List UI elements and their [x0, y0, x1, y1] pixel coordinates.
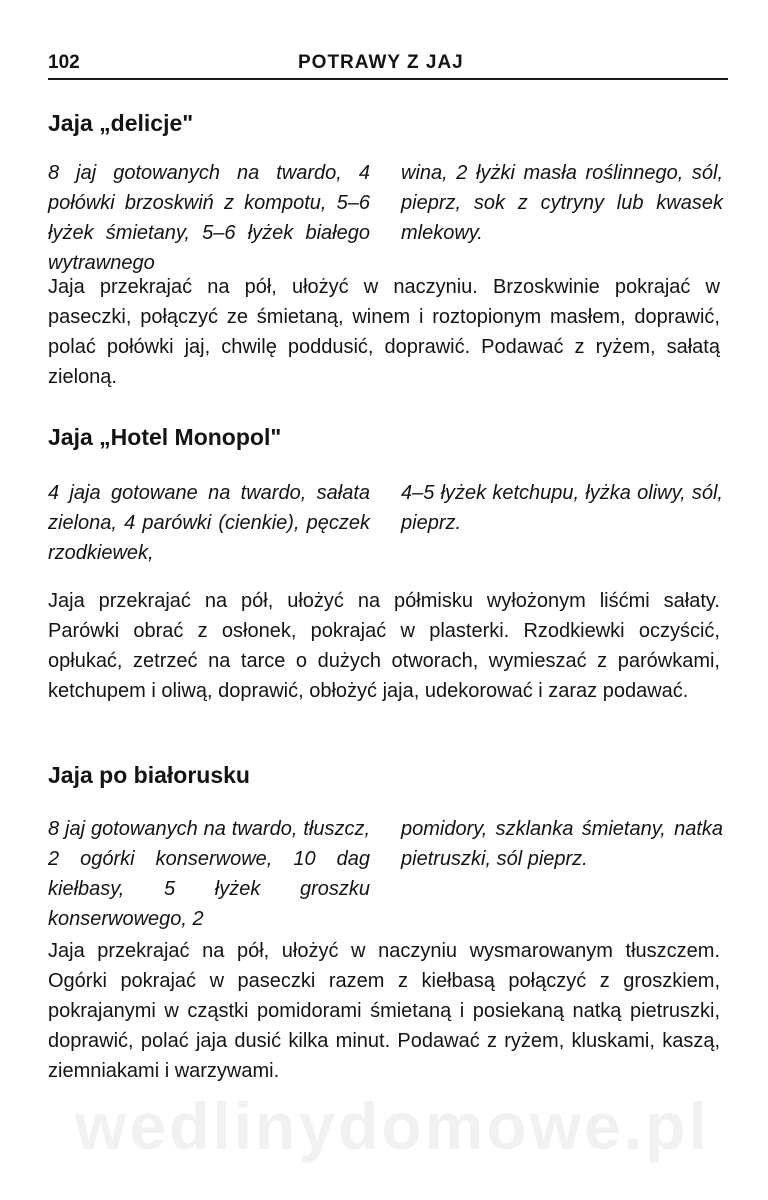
ingredients-hotel-monopol	[48, 478, 723, 568]
ingredients-po-bialorusku	[48, 814, 723, 934]
recipe-title-hotel-monopol: Jaja „Hotel Monopol"	[48, 424, 282, 450]
recipe-title-delicje: Jaja „delicje"	[48, 110, 194, 136]
book-page	[48, 50, 728, 1082]
watermark: wedlinydomowe.pl	[75, 1089, 710, 1163]
ingredients-right-column: 4–5 łyżek ketchupu, łyżka oliwy, sól, pieprz.	[401, 482, 723, 534]
chapter-title: POTRAWY Z JAJ	[298, 52, 464, 73]
recipe-title-po-bialorusku: Jaja po białorusku	[48, 762, 250, 788]
ingredients-left-column: 8 jaj gotowanych na twardo, tłuszcz, 2 ogórki konserwowe, 10 dag kiełbasy, 5 łyżek groszku konserwowego, 2	[48, 818, 370, 930]
running-head	[48, 50, 728, 80]
ingredients-right-column: pomidory, szklanka śmietany, natka pietruszki, sól pieprz.	[401, 818, 723, 870]
ingredients-left-column: 8 jaj gotowanych na twardo, 4 połówki brzoskwiń z kompotu, 5–6 łyżek śmietany, 5–6 łyżek białego wytrawnego	[48, 162, 370, 274]
method-po-bialorusku: Jaja przekrajać na pół, ułożyć w naczyniu wysmarowanym tłuszczem. Ogórki pokrajać w paseczki razem z kiełbasą połączyć z groszkiem, pokrajanymi w cząstki pomidorami śmietaną i posiekaną natką pietruszki, doprawić, polać jaja dusić kilka minut. Podawać z ryżem, kluskami, kaszą, ziemniakami i warzywami.	[48, 940, 720, 1082]
ingredients-left-column: 4 jaja gotowane na twardo, sałata zielona, 4 parówki (cienkie), pęczek rzodkiewek,	[48, 482, 370, 564]
method-delicje: Jaja przekrajać na pół, ułożyć w naczyniu. Brzoskwinie pokrajać w paseczki, połączyć ze śmietaną, winem i roztopionym masłem, doprawić, polać połówki jaj, chwilę poddusić, doprawić. Podawać z ryżem, sałatą zieloną.	[48, 276, 720, 388]
ingredients-right-column: wina, 2 łyżki masła roślinnego, sól, pieprz, sok z cytryny lub kwasek mlekowy.	[401, 162, 723, 244]
ingredients-delicje	[48, 158, 723, 278]
page-number: 102	[48, 52, 80, 73]
method-hotel-monopol: Jaja przekrajać na pół, ułożyć na półmisku wyłożonym liśćmi sałaty. Parówki obrać z osłonek, pokrajać w plasterki. Rzodkiewki oczyścić, opłukać, zetrzeć na tarce o dużych otworach, wymieszać z parówkami, ketchupem i oliwą, doprawić, obłożyć jaja, udekorować i zaraz podawać.	[48, 590, 720, 702]
